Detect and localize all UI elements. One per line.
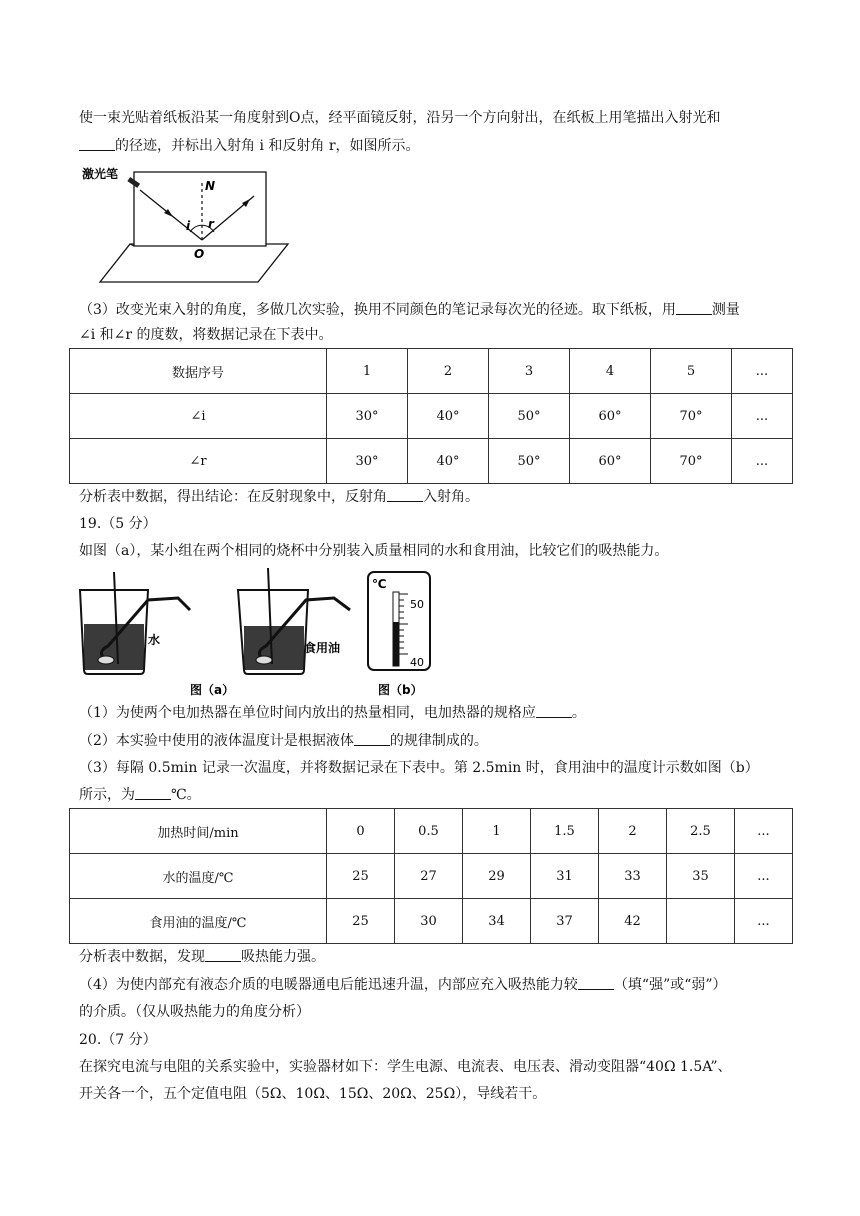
text-line: 开关各一个，五个定值电阻（5Ω、10Ω、15Ω、20Ω、25Ω），导线若干。 [79, 1086, 547, 1102]
answer-blank[interactable] [578, 975, 614, 990]
table-cell: ... [735, 854, 793, 899]
table-cell: 3 [489, 349, 570, 394]
table-cell: 50° [489, 394, 570, 439]
answer-blank[interactable] [387, 487, 423, 502]
table-cell: 27 [395, 854, 463, 899]
answer-blank[interactable] [354, 731, 390, 746]
table-cell: 30° [327, 439, 408, 484]
text-line: 的径迹，并标出入射角 i 和反射角 r，如图所示。 [79, 136, 420, 156]
unit-label: ℃ [372, 577, 387, 591]
tick-label: 50 [410, 598, 424, 611]
table-cell: 1 [327, 349, 408, 394]
tick-label: 40 [410, 656, 424, 669]
angle-table [69, 348, 793, 484]
table-cell: ... [732, 439, 793, 484]
text-line: 的介质。（仅从吸热能力的角度分析） [79, 1004, 310, 1020]
table-cell: ∠r [70, 439, 327, 484]
beaker-figure [78, 564, 438, 700]
table-cell: 40° [408, 394, 489, 439]
table-row [70, 854, 793, 899]
table-cell: 31 [531, 854, 599, 899]
text-line: 在探究电流与电阻的关系实验中，实验器材如下：学生电源、电流表、电压表、滑动变阻器“40Ω 1.5A”、 [79, 1059, 732, 1075]
table-cell: 42 [599, 899, 667, 944]
table-cell: 2 [599, 809, 667, 854]
text-line: （3）每隔 0.5min 记录一次温度，并将数据记录在下表中。第 2.5min 时，食用油中的温度计示数如图（b） [79, 760, 759, 776]
text-line: 如图（a），某小组在两个相同的烧杯中分别装入质量相同的水和食用油，比较它们的吸热能力。 [79, 543, 669, 559]
text-line: （1）为使两个电加热器在单位时间内放出的热量相同，电加热器的规格应 。 [79, 705, 586, 721]
table-cell: ... [732, 394, 793, 439]
table-cell: ∠i [70, 394, 327, 439]
table-cell: 0.5 [395, 809, 463, 854]
table-cell: 25 [327, 899, 395, 944]
text-line: 使一束光贴着纸板沿某一角度射到O点，经平面镜反射，沿另一个方向射出，在纸板上用笔描出入射光和 [79, 110, 721, 126]
table-cell: 1 [463, 809, 531, 854]
table-row [70, 349, 793, 394]
table-cell: 2.5 [667, 809, 735, 854]
answer-blank[interactable] [135, 785, 171, 800]
table-cell: 数据序号 [70, 349, 327, 394]
table-cell: 60° [570, 439, 651, 484]
water-label: 水 [148, 633, 161, 647]
question-number: 19.（5 分） [79, 516, 157, 532]
table-cell: 食用油的温度/℃ [70, 899, 327, 944]
normal-label: N [205, 179, 216, 193]
answer-cell[interactable] [667, 899, 735, 944]
angle-r-label: r [208, 217, 214, 231]
table-cell: 0 [327, 809, 395, 854]
temperature-table [69, 808, 793, 944]
table-cell: 29 [463, 854, 531, 899]
text-line: （3）改变光束入射的角度，多做几次实验，换用不同颜色的笔记录每次光的径迹。取下纸板，用 测量 [79, 302, 740, 318]
table-cell: 37 [531, 899, 599, 944]
caption-a: 图（a） [190, 683, 235, 697]
text-line: 所示，为 ℃。 [79, 787, 201, 803]
caption-b: 图（b） [378, 683, 423, 697]
table-cell: ... [735, 899, 793, 944]
table-cell: 5 [651, 349, 732, 394]
table-cell: 40° [408, 439, 489, 484]
table-row [70, 899, 793, 944]
table-cell: 25 [327, 854, 395, 899]
table-row [70, 439, 793, 484]
answer-blank[interactable] [676, 300, 712, 315]
laser-label: 激光笔 [82, 167, 119, 181]
text-line: ∠i 和∠r 的度数，将数据记录在下表中。 [79, 327, 333, 343]
table-cell: 35 [667, 854, 735, 899]
table-cell: 70° [651, 394, 732, 439]
table-cell: 33 [599, 854, 667, 899]
table-cell: ... [732, 349, 793, 394]
angle-i-label: i [186, 219, 191, 233]
text-line: 分析表中数据，得出结论：在反射现象中，反射角 入射角。 [79, 489, 479, 505]
table-row [70, 809, 793, 854]
table-cell: 30° [327, 394, 408, 439]
table-cell: 水的温度/℃ [70, 854, 327, 899]
table-cell: 加热时间/min [70, 809, 327, 854]
text-line: （4）为使内部充有液态介质的电暖器通电后能迅速升温，内部应充入吸热能力较 （填“强”或“弱”） [79, 977, 727, 993]
table-cell: 1.5 [531, 809, 599, 854]
reflection-figure [78, 160, 290, 286]
table-cell: 2 [408, 349, 489, 394]
oil-label: 食用油 [304, 641, 341, 655]
table-cell: 34 [463, 899, 531, 944]
table-cell: 4 [570, 349, 651, 394]
table-cell: 30 [395, 899, 463, 944]
table-cell: ... [735, 809, 793, 854]
answer-blank[interactable] [79, 136, 115, 151]
table-cell: 60° [570, 394, 651, 439]
text-line: 分析表中数据，发现 吸热能力强。 [79, 949, 325, 965]
point-o-label: O [194, 247, 205, 261]
answer-blank[interactable] [536, 703, 572, 718]
answer-blank[interactable] [205, 947, 241, 962]
table-row [70, 394, 793, 439]
table-cell: 70° [651, 439, 732, 484]
text-line: （2）本实验中使用的液体温度计是根据液体 的规律制成的。 [79, 733, 488, 749]
table-cell: 50° [489, 439, 570, 484]
question-number: 20.（7 分） [79, 1032, 157, 1048]
